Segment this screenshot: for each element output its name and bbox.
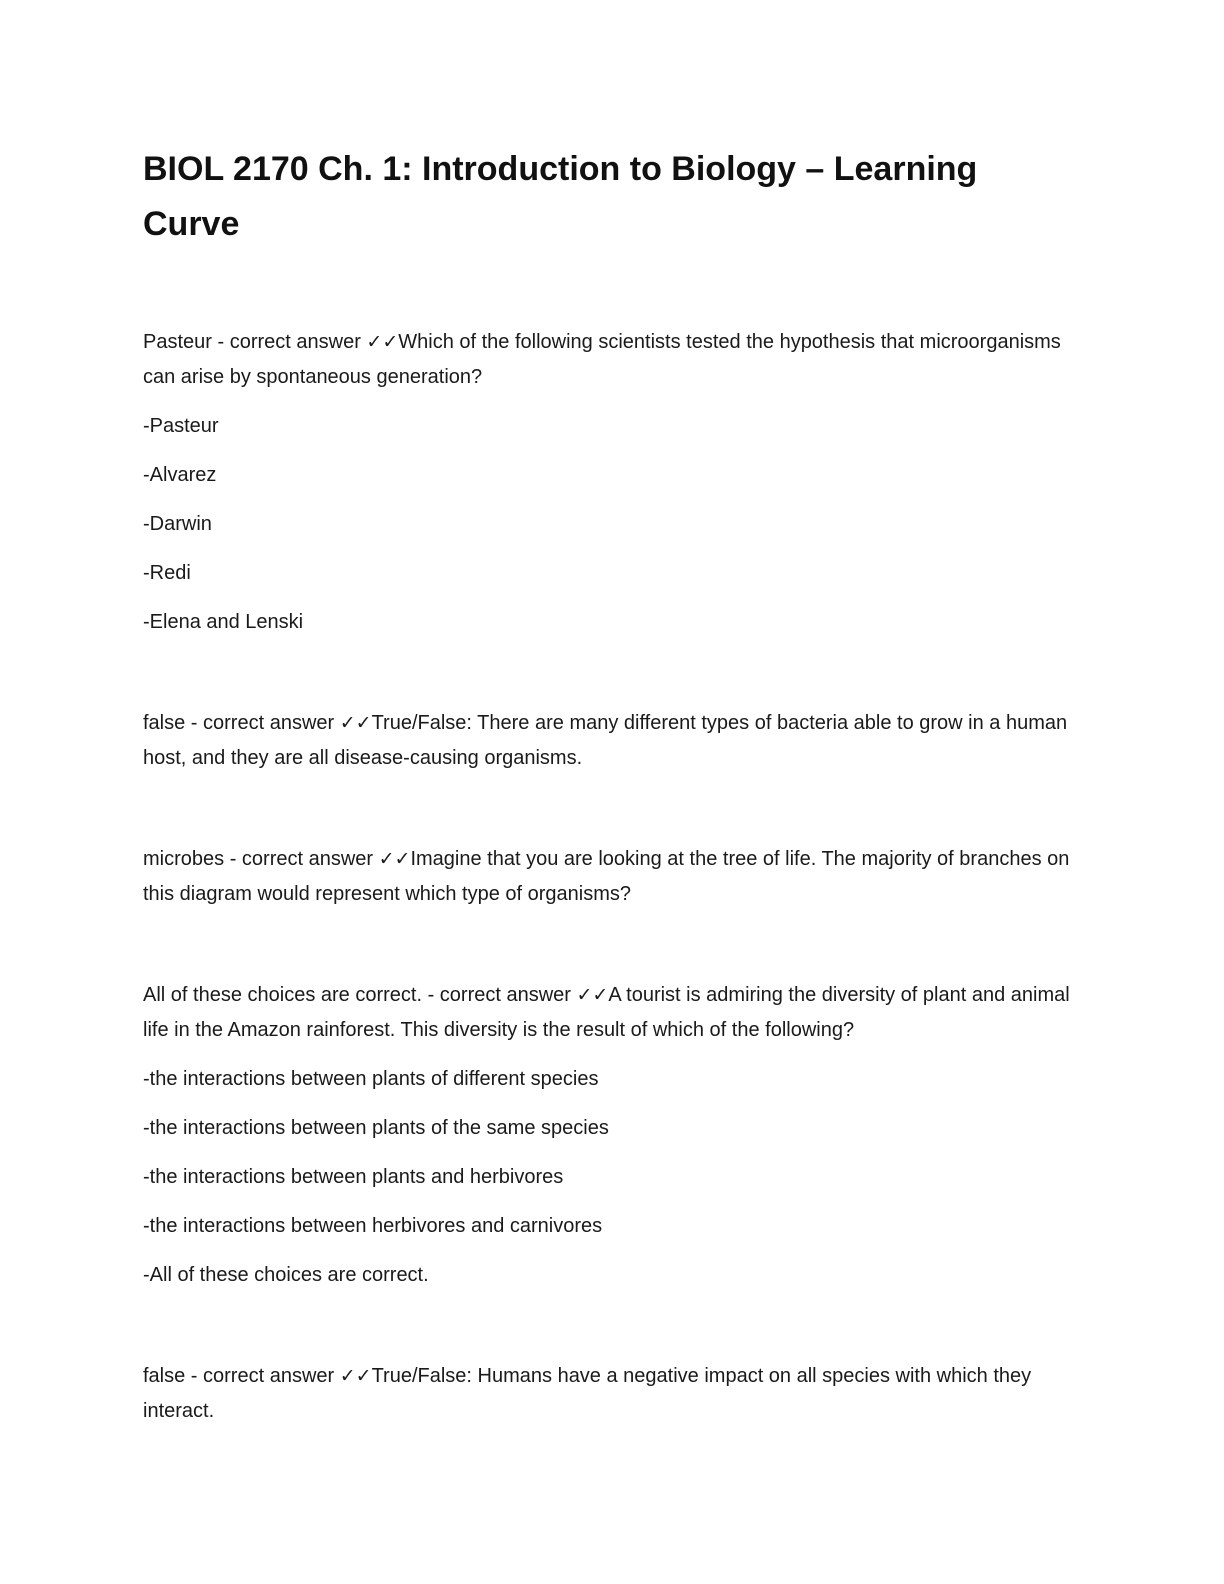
answer-option: -the interactions between herbivores and carnivores xyxy=(143,1215,603,1237)
question-block xyxy=(143,978,1078,1293)
answer-option: -the interactions between plants of the same species xyxy=(143,1117,609,1139)
answer-option: -Pasteur xyxy=(143,415,219,437)
question-prompt: True/False: There are many different types of bacteria able to grow in a human host, and they are all disease-causing organisms. xyxy=(143,712,1068,769)
correct-answer: microbes xyxy=(143,848,225,870)
question-text xyxy=(143,325,1078,395)
question-block xyxy=(143,1359,1078,1429)
answer-marker: - correct answer xyxy=(185,712,340,734)
correct-answer: false xyxy=(143,1365,186,1387)
document-page xyxy=(143,142,1078,1429)
question-prompt: True/False: Humans have a negative impact on all species with which they interact. xyxy=(143,1365,1032,1422)
question-block xyxy=(143,706,1078,776)
answer-marker: - correct answer xyxy=(185,1365,340,1387)
check-icon: ✓✓ xyxy=(339,1365,372,1387)
answer-option: -the interactions between plants of different species xyxy=(143,1068,599,1090)
check-icon: ✓✓ xyxy=(576,984,609,1006)
check-icon: ✓✓ xyxy=(366,331,399,353)
question-prompt: A tourist is admiring the diversity of plant and animal life in the Amazon rainforest. This diversity is the result of which of the following? xyxy=(143,984,1070,1041)
question-text xyxy=(143,842,1078,912)
question-prompt: Imagine that you are looking at the tree of life. The majority of branches on this diagram would represent which type of organisms? xyxy=(143,848,1070,905)
answer-option: -the interactions between plants and herbivores xyxy=(143,1166,564,1188)
check-icon: ✓✓ xyxy=(339,712,372,734)
correct-answer: All of these choices are correct. xyxy=(143,984,423,1006)
question-prompt: Which of the following scientists tested the hypothesis that microorganisms can arise by spontaneous generation? xyxy=(143,331,1061,388)
question-text xyxy=(143,706,1078,776)
answer-option: -Elena and Lenski xyxy=(143,611,304,633)
answer-marker: - correct answer xyxy=(224,848,379,870)
check-icon: ✓✓ xyxy=(378,848,411,870)
correct-answer: false xyxy=(143,712,186,734)
answer-marker: - correct answer xyxy=(211,331,367,353)
answer-option: -All of these choices are correct. xyxy=(143,1264,429,1286)
question-text xyxy=(143,978,1078,1048)
answer-marker: - correct answer xyxy=(422,984,577,1006)
question-block xyxy=(143,842,1078,912)
document-title: BIOL 2170 Ch. 1: Introduction to Biology – Learning Curve xyxy=(143,150,978,243)
correct-answer: Pasteur xyxy=(143,331,212,353)
answer-option: -Alvarez xyxy=(143,464,217,486)
answer-option: -Redi xyxy=(143,562,191,584)
question-block xyxy=(143,325,1078,640)
question-text xyxy=(143,1359,1078,1429)
answer-option: -Darwin xyxy=(143,513,212,535)
